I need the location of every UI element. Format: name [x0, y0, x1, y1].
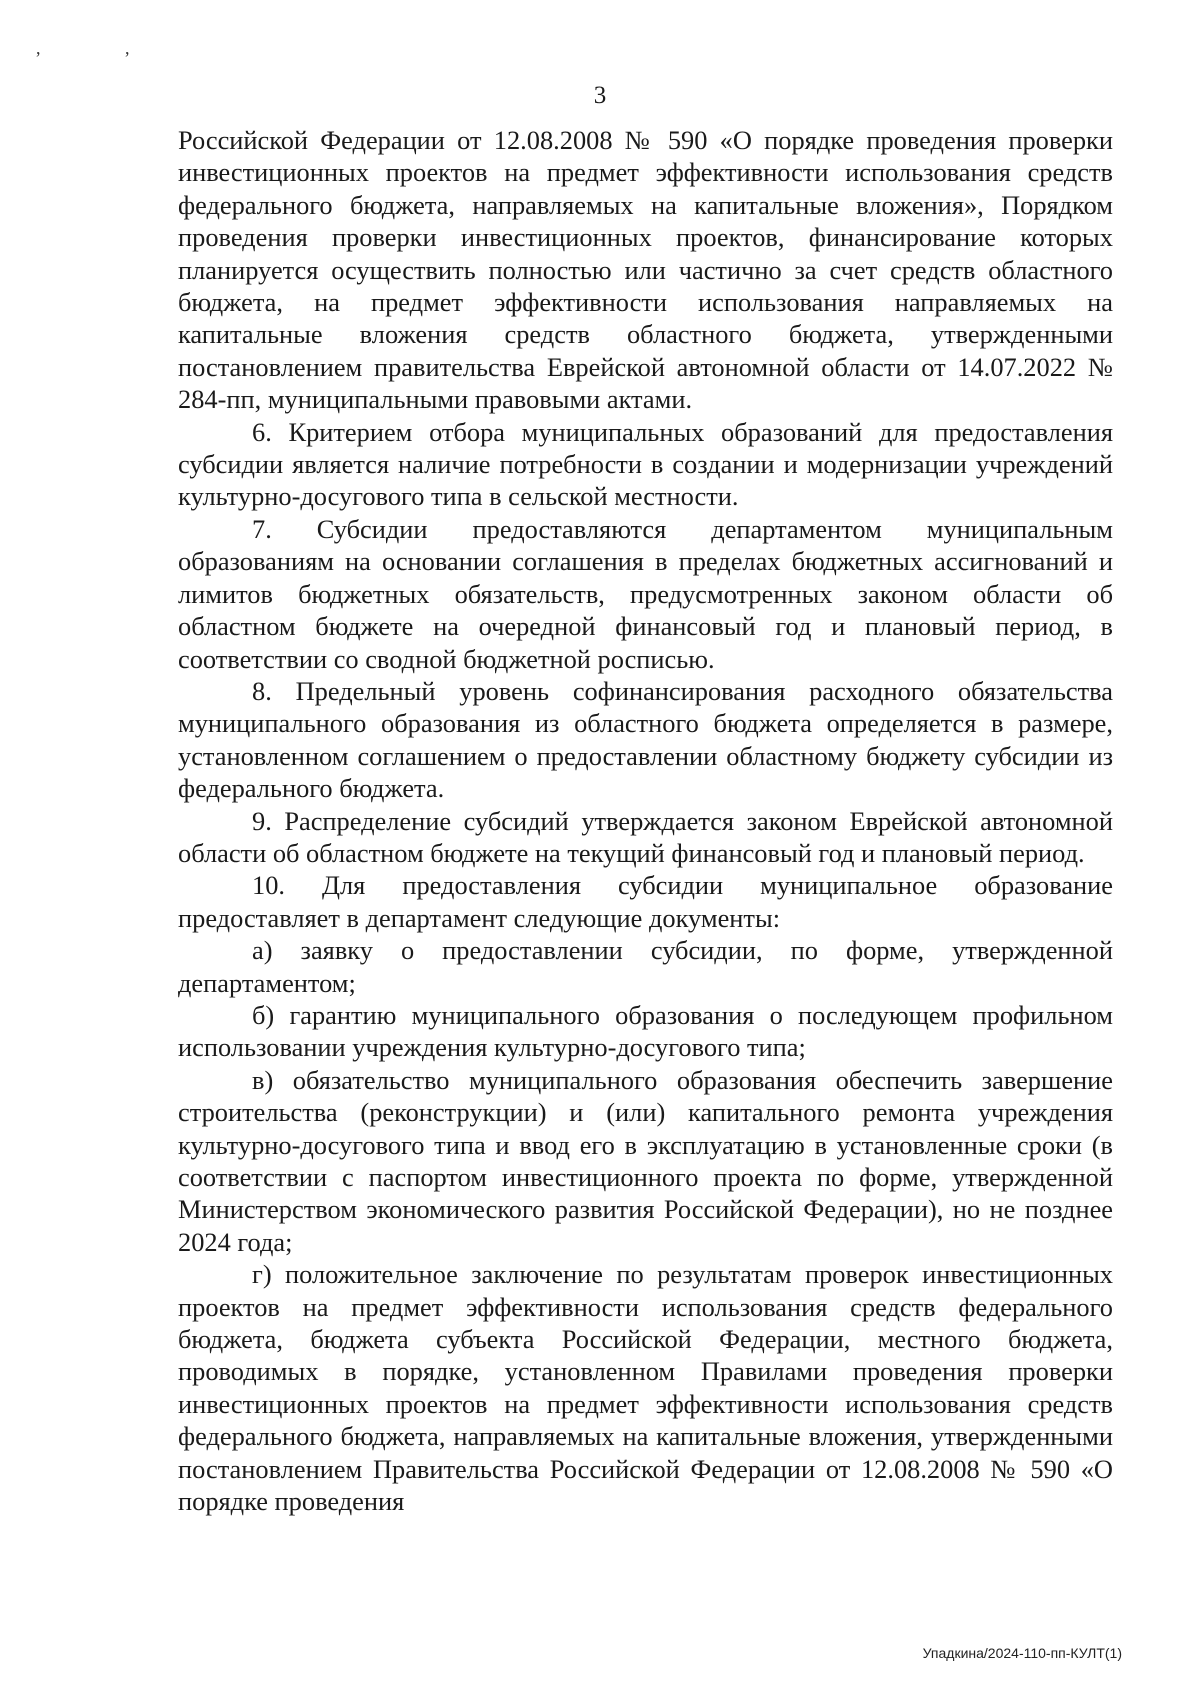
- paragraph-subitem-a: а) заявку о предоставлении субсидии, по форме, утвержденной департаментом;: [178, 935, 1113, 998]
- scan-artifact-marks: , ,: [36, 38, 170, 58]
- paragraph-continuation: Российской Федерации от 12.08.2008 № 590 «О порядке проведения проверки инвестиционных проектов на предмет эффективности использования средств федерального бюджета, направляемых на капитальные вложения», Порядком проведения проверки инвестиционных проектов, финансирование которых планируется осуществить полностью или частично за счет средств областного бюджета, на предмет эффективности использования направляемых на капитальные вложения средств областного бюджета, утвержденными постановлением правительства Еврейской автономной области от 14.07.2022 № 284-пп, муниципальными правовыми актами.: [178, 125, 1113, 415]
- document-footer-reference: Упадкина/2024-110-пп-КУЛТ(1): [922, 1645, 1122, 1661]
- paragraph-item-10: 10. Для предоставления субсидии муниципальное образование предоставляет в департамент следующие документы:: [178, 870, 1113, 933]
- page-number: 3: [593, 82, 607, 109]
- paragraph-subitem-g: г) положительное заключение по результатам проверок инвестиционных проектов на предмет эффективности использования средств федерального бюджета, бюджета субъекта Российской Федерации, местного бюджета, проводимых в порядке, установленном Правилами проведения проверки инвестиционных проектов на предмет эффективности использования средств федерального бюджета, направляемых на капитальные вложения, утвержденными постановлением Правительства Российской Федерации от 12.08.2008 № 590 «О порядке проведения: [178, 1259, 1113, 1517]
- document-body: [178, 124, 1113, 1517]
- paragraph-subitem-b: б) гарантию муниципального образования о последующем профильном использовании учреждения культурно-досугового типа;: [178, 999, 1113, 1063]
- paragraph-subitem-v: в) обязательство муниципального образования обеспечить завершение строительства (реконструкции) и (или) капитального ремонта учреждения культурно-досугового типа и ввод его в эксплуатацию в установленные сроки (в соответствии с паспортом инвестиционного проекта по форме, утвержденной Министерством экономического развития Российской Федерации), но не позднее 2024 года;: [178, 1064, 1113, 1257]
- paragraph-item-6: 6. Критерием отбора муниципальных образований для предоставления субсидии является наличие потребности в создании и модернизации учреждений культурно-досугового типа в сельской местности.: [178, 416, 1113, 512]
- paragraph-item-9: 9. Распределение субсидий утверждается законом Еврейской автономной области об областном бюджете на текущий финансовый год и плановый период.: [178, 805, 1113, 868]
- paragraph-item-7: 7. Субсидии предоставляются департаментом муниципальным образованиям на основании соглашения в пределах бюджетных ассигнований и лимитов бюджетных обязательств, предусмотренных законом области об областном бюджете на очередной финансовый год и плановый период, в соответствии со сводной бюджетной росписью.: [178, 513, 1113, 674]
- paragraph-item-8: 8. Предельный уровень софинансирования расходного обязательства муниципального образования из областного бюджета определяется в размере, установленном соглашением о предоставлении областному бюджету субсидии из федерального бюджета.: [178, 675, 1113, 804]
